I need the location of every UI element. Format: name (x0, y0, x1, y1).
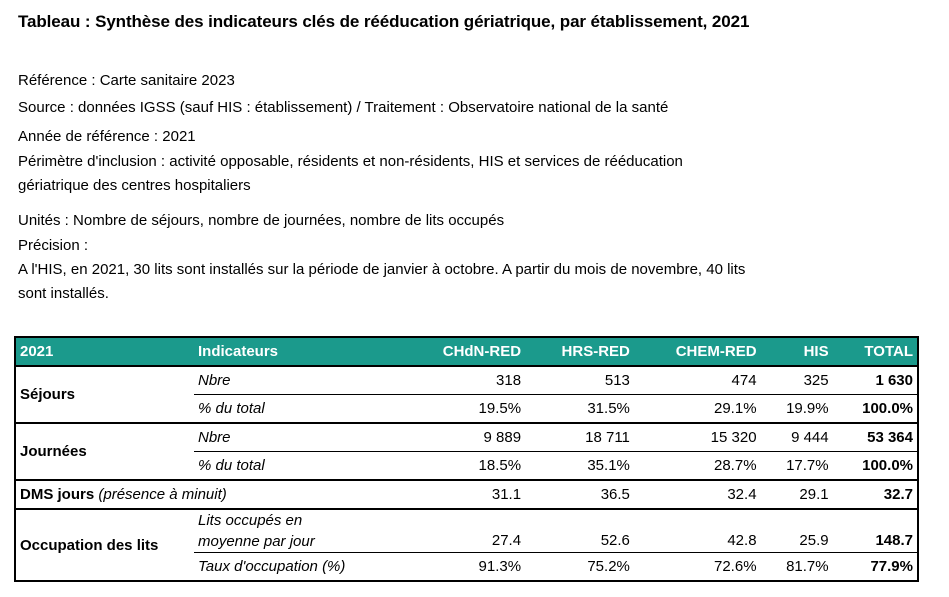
indicators-table (14, 336, 919, 582)
cell: 35.1% (525, 452, 634, 481)
cell: 19.5% (402, 395, 525, 424)
table-row (15, 480, 918, 509)
cell-total: 100.0% (833, 452, 918, 481)
meta-perimetre-line-2: gériatrique des centres hospitaliers (18, 177, 251, 194)
cell: 75.2% (587, 558, 630, 575)
header-hrs: HRS-RED (525, 337, 634, 366)
dms-sublabel: (présence à minuit) (98, 486, 227, 503)
cell: 474 (634, 366, 761, 395)
lits-label-line-1: Lits occupés en (198, 512, 303, 529)
meta-perimetre (18, 150, 683, 198)
header-indicateurs: Indicateurs (194, 337, 402, 366)
cell-total: 1 630 (833, 366, 918, 395)
group-sejours: Séjours (15, 366, 194, 423)
cell-total: 53 364 (833, 423, 918, 452)
meta-precision-line-2: sont installés. (18, 285, 109, 302)
cell: 36.5 (525, 480, 634, 509)
header-year: 2021 (15, 337, 194, 366)
cell: 325 (761, 366, 833, 395)
cell: 28.7% (634, 452, 761, 481)
cell: 9 889 (402, 423, 525, 452)
meta-precision-text (18, 258, 745, 306)
table-row (15, 509, 918, 553)
meta-reference: Référence : Carte sanitaire 2023 (18, 72, 235, 89)
cell: 29.1 (761, 480, 833, 509)
header-chdn: CHdN-RED (402, 337, 525, 366)
page-title: Tableau : Synthèse des indicateurs clés de rééducation gériatrique, par établissement, 2021 (18, 12, 750, 31)
meta-perimetre-line-1: Périmètre d'inclusion : activité opposable, résidents et non-résidents, HIS et services de rééducation (18, 153, 683, 170)
cell: 27.4 (402, 509, 525, 553)
cell: 318 (402, 366, 525, 395)
cell-total: 100.0% (833, 395, 918, 424)
row-label: Nbre (194, 423, 402, 452)
cell: 18.5% (402, 452, 525, 481)
cell: 19.9% (761, 395, 833, 424)
cell: 29.1% (634, 395, 761, 424)
cell: 513 (525, 366, 634, 395)
table-row (15, 366, 918, 395)
cell: 31.5% (525, 395, 634, 424)
row-label: % du total (194, 452, 402, 481)
cell: 9 444 (761, 423, 833, 452)
row-label: Taux d'occupation (%) (198, 558, 346, 575)
cell: 52.6 (525, 509, 634, 553)
cell: 32.4 (634, 480, 761, 509)
meta-source: Source : données IGSS (sauf HIS : établissement) / Traitement : Observatoire national de la santé (18, 99, 669, 116)
row-label: Nbre (194, 366, 402, 395)
header-his: HIS (761, 337, 833, 366)
dms-label: DMS jours (20, 486, 95, 503)
cell: 42.8 (634, 509, 761, 553)
meta-annee: Année de référence : 2021 (18, 128, 196, 145)
cell: 31.1 (402, 480, 525, 509)
cell-total: 77.9% (870, 558, 913, 575)
group-journees: Journées (15, 423, 194, 480)
cell: 91.3% (478, 558, 522, 575)
table-row (15, 423, 918, 452)
cell: 15 320 (634, 423, 761, 452)
table-header-row (15, 337, 918, 366)
row-label: % du total (194, 395, 402, 424)
cell: 72.6% (714, 558, 757, 575)
cell: 17.7% (761, 452, 833, 481)
lits-label-line-2: moyenne par jour (198, 533, 315, 550)
cell: 18 711 (525, 423, 634, 452)
row-label (194, 509, 402, 553)
cell-total: 32.7 (833, 480, 918, 509)
cell: 25.9 (761, 509, 833, 553)
group-dms (15, 480, 402, 509)
meta-precision-line-1: A l'HIS, en 2021, 30 lits sont installés sur la période de janvier à octobre. A partir du mois de novembre, 40 lits (18, 261, 746, 278)
meta-precision: Précision : (18, 237, 89, 254)
cell-total: 148.7 (833, 509, 918, 553)
header-chem: CHEM-RED (634, 337, 761, 366)
group-occupation: Occupation des lits (20, 536, 159, 554)
header-total: TOTAL (833, 337, 918, 366)
cell: 81.7% (786, 558, 829, 575)
meta-unites: Unités : Nombre de séjours, nombre de journées, nombre de lits occupés (18, 212, 505, 229)
